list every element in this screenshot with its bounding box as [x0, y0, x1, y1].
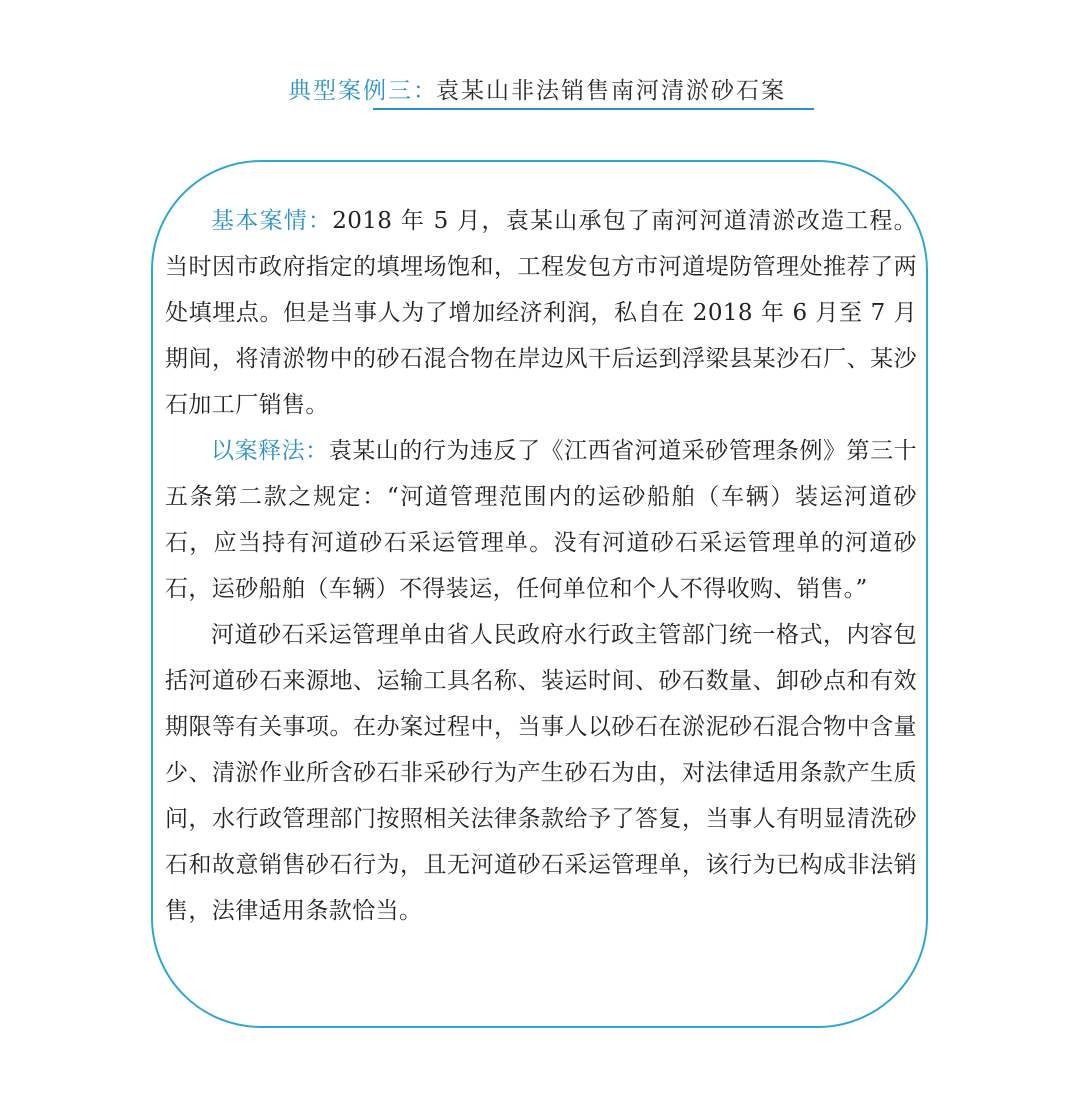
- closing-paragraph: [165, 612, 917, 934]
- facts-text: 2018 年 5 月，袁某山承包了南河河道清淤改造工程。当时因市政府指定的填埋场饱和，工程发包方市河道堤防管理处推荐了两处填埋点。但是当事人为了增加经济利润，私自在 2018 年 6 月至 7 月期间，将清淤物中的砂石混合物在岸边风干后运到浮梁县某沙石厂、某沙石加工厂销售。: [165, 208, 917, 418]
- case-body: [165, 198, 917, 934]
- analysis-paragraph: [165, 428, 917, 612]
- case-title-text: 袁某山非法销售南河清淤砂石案: [436, 78, 786, 104]
- case-title: [0, 62, 1074, 112]
- analysis-text: 袁某山的行为违反了《江西省河道采砂管理条例》第三十五条第二款之规定：“河道管理范围内的运砂船舶（车辆）装运河道砂石，应当持有河道砂石采运管理单。没有河道砂石采运管理单的河道砂石，运砂船舶（车辆）不得装运，任何单位和个人不得收购、销售。”: [165, 438, 918, 602]
- case-title-label: 典型案例三：: [288, 78, 438, 104]
- title-underline: [373, 108, 814, 110]
- analysis-label: 以案释法：: [211, 438, 329, 464]
- closing-text: 河道砂石采运管理单由省人民政府水行政主管部门统一格式，内容包括河道砂石来源地、运输工具名称、装运时间、砂石数量、卸砂点和有效期限等有关事项。在办案过程中，当事人以砂石在淤泥砂石混合物中含量少、清淤作业所含砂石非采砂行为产生砂石为由，对法律适用条款产生质问，水行政管理部门按照相关法律条款给予了答复，当事人有明显清洗砂石和故意销售砂石行为，且无河道砂石采运管理单，该行为已构成非法销售，法律适用条款恰当。: [165, 622, 917, 924]
- facts-paragraph: [165, 198, 917, 428]
- facts-label: 基本案情：: [211, 208, 333, 234]
